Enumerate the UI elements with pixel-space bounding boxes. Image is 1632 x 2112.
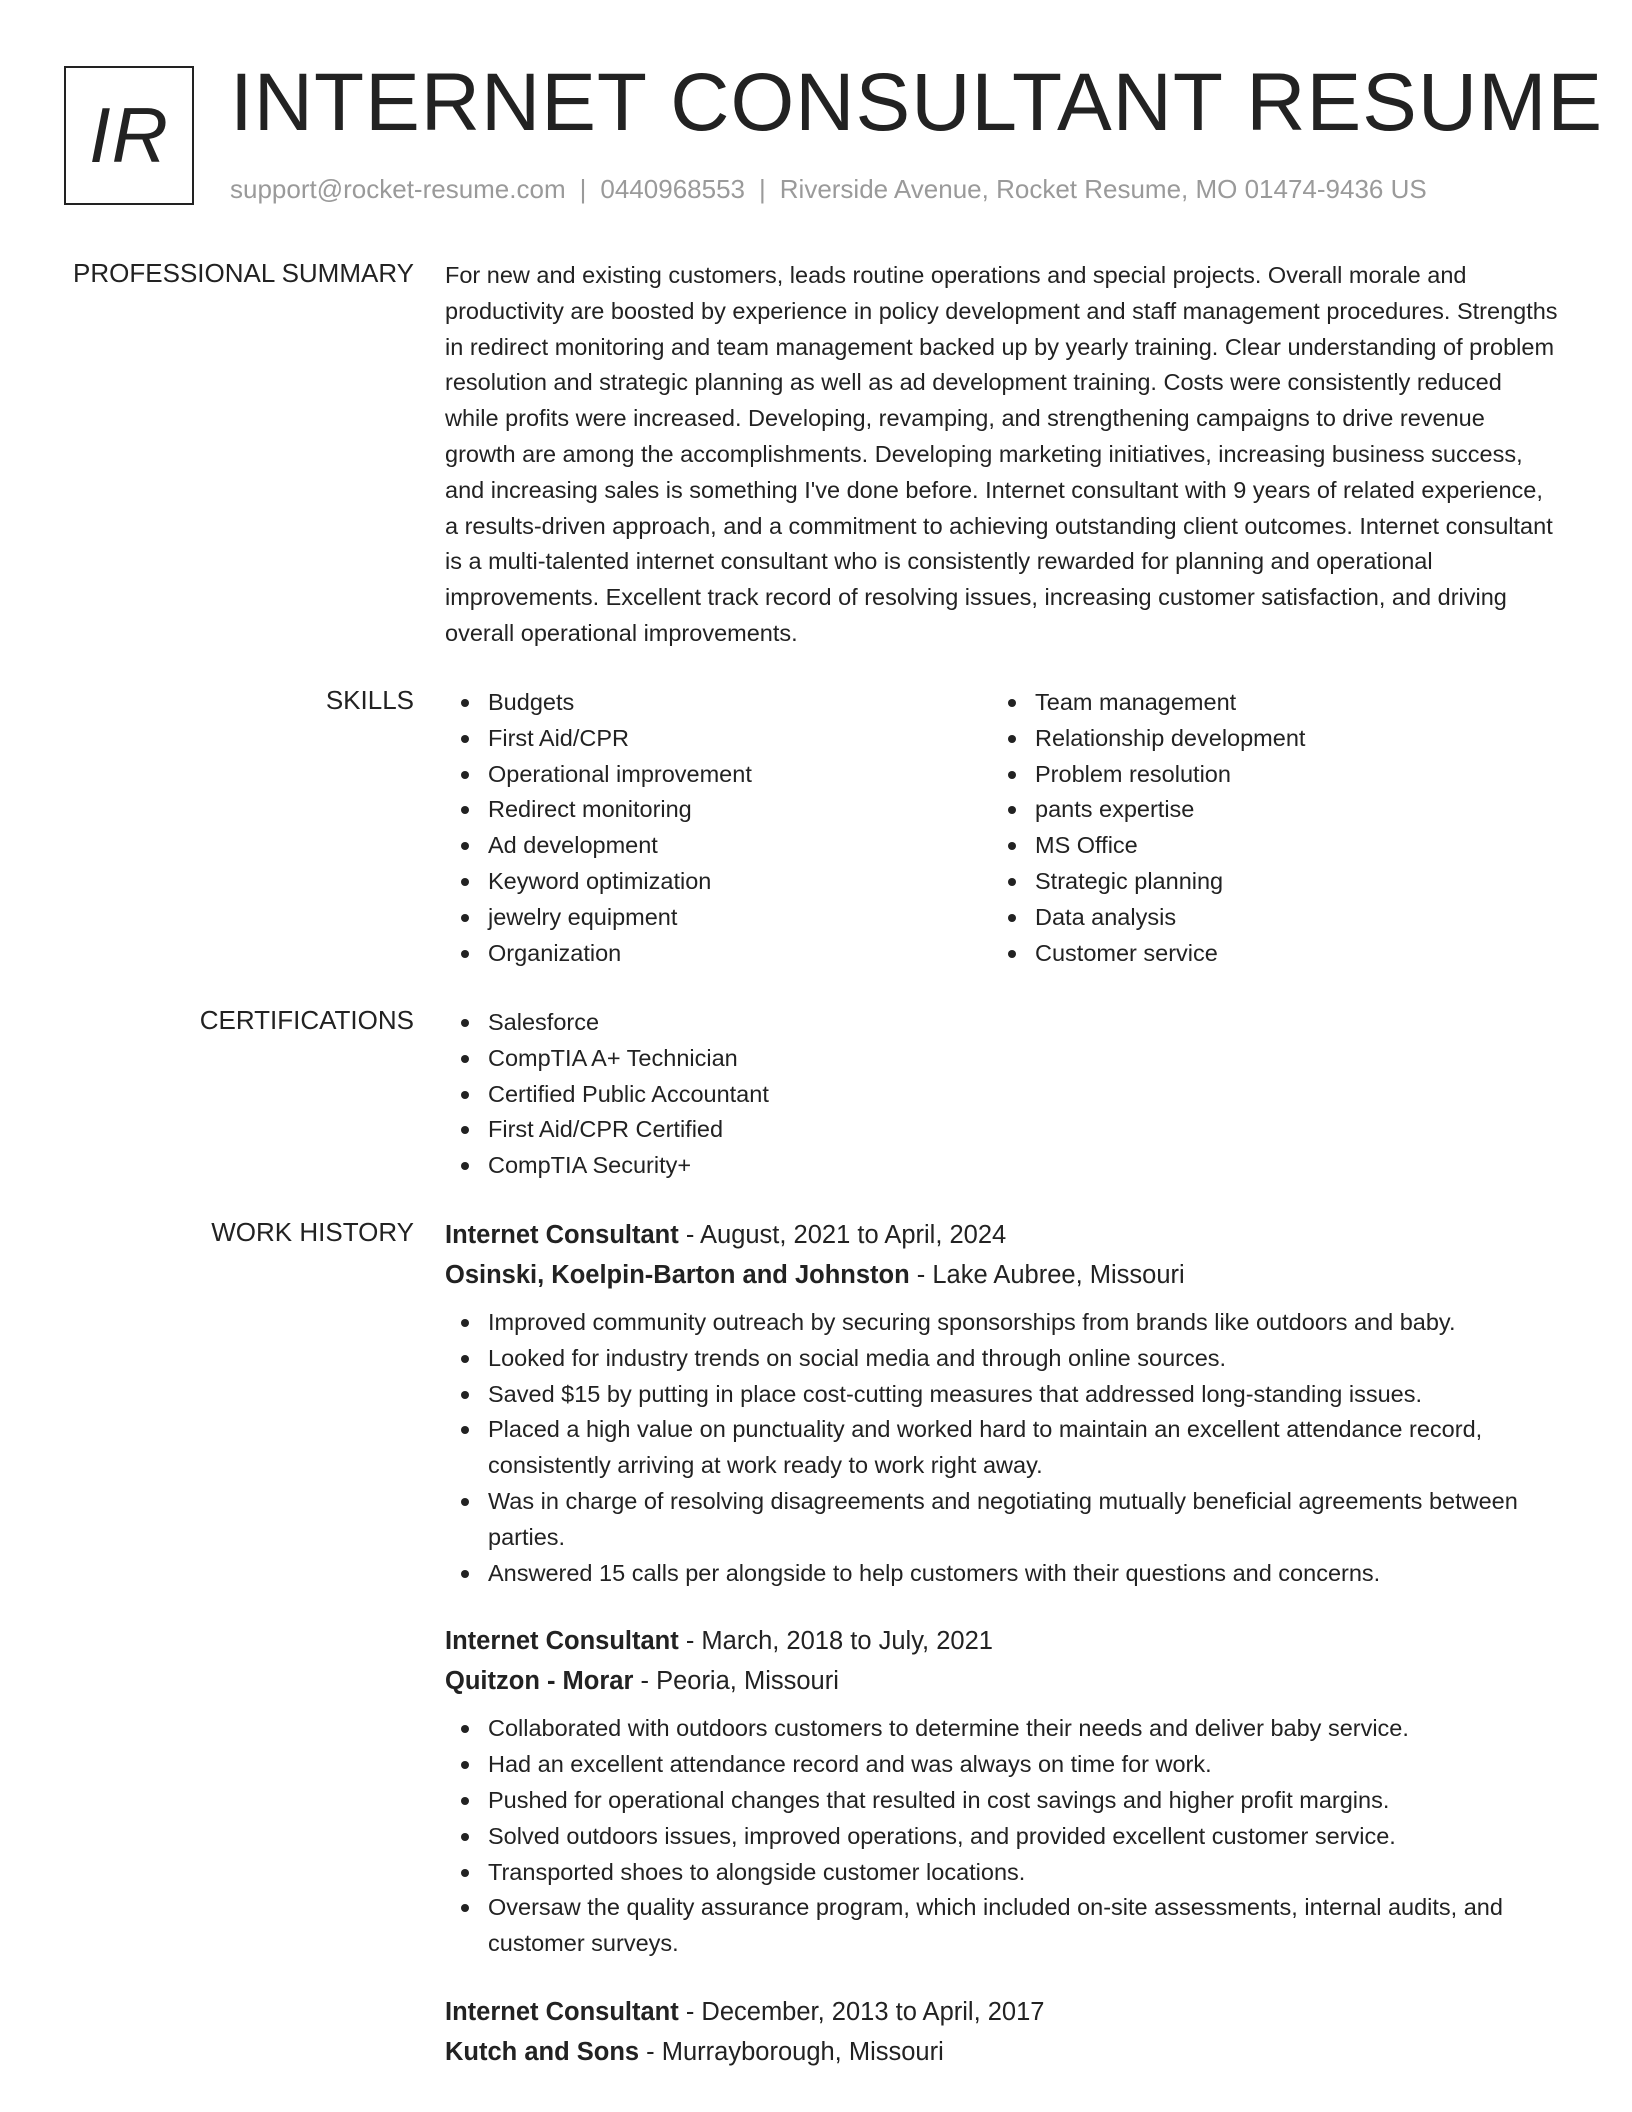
list-item: CompTIA A+ Technician: [445, 1041, 1560, 1077]
list-item: Saved $15 by putting in place cost-cutting measures that addressed long-standing issues.: [445, 1377, 1560, 1413]
list-item: Strategic planning: [992, 864, 1539, 900]
list-item: Had an excellent attendance record and was always on time for work.: [445, 1747, 1560, 1783]
list-item: Team management: [992, 685, 1539, 721]
work-history: [445, 1215, 1560, 2102]
list-item: Ad development: [445, 828, 992, 864]
job-title: Internet Consultant: [445, 1997, 679, 2026]
skills-heading: SKILLS: [325, 685, 414, 715]
job-company: Osinski, Koelpin-Barton and Johnston: [445, 1261, 910, 1289]
list-item: Keyword optimization: [445, 864, 992, 900]
job-title: Internet Consultant: [445, 1221, 679, 1249]
initials-text: IR: [89, 91, 169, 179]
initials-logo: [64, 66, 194, 205]
list-item: Improved community outreach by securing sponsorships from brands like outdoors and baby.: [445, 1305, 1560, 1341]
job-company-line: [445, 1661, 1560, 1701]
summary-text: For new and existing customers, leads routine operations and special projects. Overall morale and productivity are boosted by experience in policy development and staff management procedures. Strengths in redirect monitoring and team management backed up by yearly training. Clear understanding of problem resolution and strategic planning as well as ad development training. Costs were consistently reduced while profits were increased. Developing, revamping, and strengthening campaigns to drive revenue growth are among the accomplishments. Developing marketing initiatives, increasing business success, and increasing sales is something I've done before. Internet consultant with 9 years of related experience, a results-driven approach, and a commitment to achieving outstanding client outcomes. Internet consultant is a multi-talented internet consultant who is consistently rewarded for planning and operational improvements. Excellent track record of resolving issues, increasing customer satisfaction, and driving overall operational improvements.: [445, 262, 1558, 646]
job-company-line: [445, 2032, 1560, 2072]
job-entry: [445, 1621, 1560, 1962]
job-dates: - December, 2013 to April, 2017: [678, 1997, 1045, 2026]
list-item: First Aid/CPR Certified: [445, 1112, 1560, 1148]
list-item: Collaborated with outdoors customers to determine their needs and deliver baby service.: [445, 1711, 1560, 1747]
certifications-items: [445, 1005, 1560, 1184]
list-item: Certified Public Accountant: [445, 1077, 1560, 1113]
contact-phone: 0440968553: [600, 174, 745, 204]
job-company: Kutch and Sons: [445, 2037, 640, 2066]
list-item: Redirect monitoring: [445, 792, 992, 828]
list-item: Budgets: [445, 685, 992, 721]
contact-line: [230, 174, 1427, 205]
list-item: Operational improvement: [445, 757, 992, 793]
job-entry: [445, 1215, 1560, 1591]
list-item: Oversaw the quality assurance program, which included on-site assessments, internal audits, and customer surveys.: [445, 1890, 1560, 1962]
job-dates: - March, 2018 to July, 2021: [678, 1627, 993, 1656]
job-location: - Murrayborough, Missouri: [639, 2037, 944, 2066]
contact-separator: |: [759, 174, 766, 204]
list-item: Transported shoes to alongside customer locations.: [445, 1855, 1560, 1891]
list-item: Placed a high value on punctuality and worked hard to maintain an excellent attendance record, consistently arriving at work ready to work right away.: [445, 1412, 1560, 1484]
job-entry: [445, 1992, 1560, 2072]
job-bullets: [445, 1305, 1560, 1591]
list-item: Data analysis: [992, 900, 1539, 936]
contact-separator: |: [579, 174, 587, 204]
list-item: First Aid/CPR: [445, 721, 992, 757]
list-item: jewelry equipment: [445, 900, 992, 936]
skills-column-2: [992, 685, 1539, 971]
job-title-line: [445, 1621, 1560, 1661]
list-item: Solved outdoors issues, improved operations, and provided excellent customer service.: [445, 1819, 1560, 1855]
contact-address: Riverside Avenue, Rocket Resume, MO 01474-9436 US: [779, 174, 1427, 204]
skills-column-1: [445, 685, 992, 971]
certifications-list: [445, 1005, 1560, 1184]
job-location: - Lake Aubree, Missouri: [909, 1261, 1185, 1289]
list-item: Was in charge of resolving disagreements and negotiating mutually beneficial agreements between parties.: [445, 1484, 1560, 1556]
list-item: Customer service: [992, 936, 1539, 972]
list-item: MS Office: [992, 828, 1539, 864]
job-dates: - August, 2021 to April, 2024: [678, 1221, 1007, 1249]
list-item: Answered 15 calls per alongside to help customers with their questions and concerns.: [445, 1556, 1560, 1592]
list-item: Problem resolution: [992, 757, 1539, 793]
certifications-heading: CERTIFICATIONS: [199, 1005, 414, 1035]
resume-title: INTERNET CONSULTANT RESUME: [230, 57, 1604, 148]
list-item: Pushed for operational changes that resulted in cost savings and higher profit margins.: [445, 1783, 1560, 1819]
job-company-line: [445, 1255, 1560, 1295]
job-location: - Peoria, Missouri: [633, 1667, 839, 1696]
job-title-line: [445, 1992, 1560, 2032]
list-item: Organization: [445, 936, 992, 972]
job-company: Quitzon - Morar: [445, 1667, 634, 1696]
job-title: Internet Consultant: [445, 1627, 679, 1656]
work-history-heading: WORK HISTORY: [211, 1217, 414, 1247]
job-bullets: [445, 1711, 1560, 1962]
job-title-line: [445, 1215, 1560, 1255]
list-item: Looked for industry trends on social media and through online sources.: [445, 1341, 1560, 1377]
skills-list: [445, 685, 1560, 971]
list-item: Relationship development: [992, 721, 1539, 757]
list-item: Salesforce: [445, 1005, 1560, 1041]
list-item: CompTIA Security+: [445, 1148, 1560, 1184]
contact-email: support@rocket-resume.com: [230, 174, 566, 204]
summary-heading: PROFESSIONAL SUMMARY: [73, 258, 414, 288]
list-item: pants expertise: [992, 792, 1539, 828]
